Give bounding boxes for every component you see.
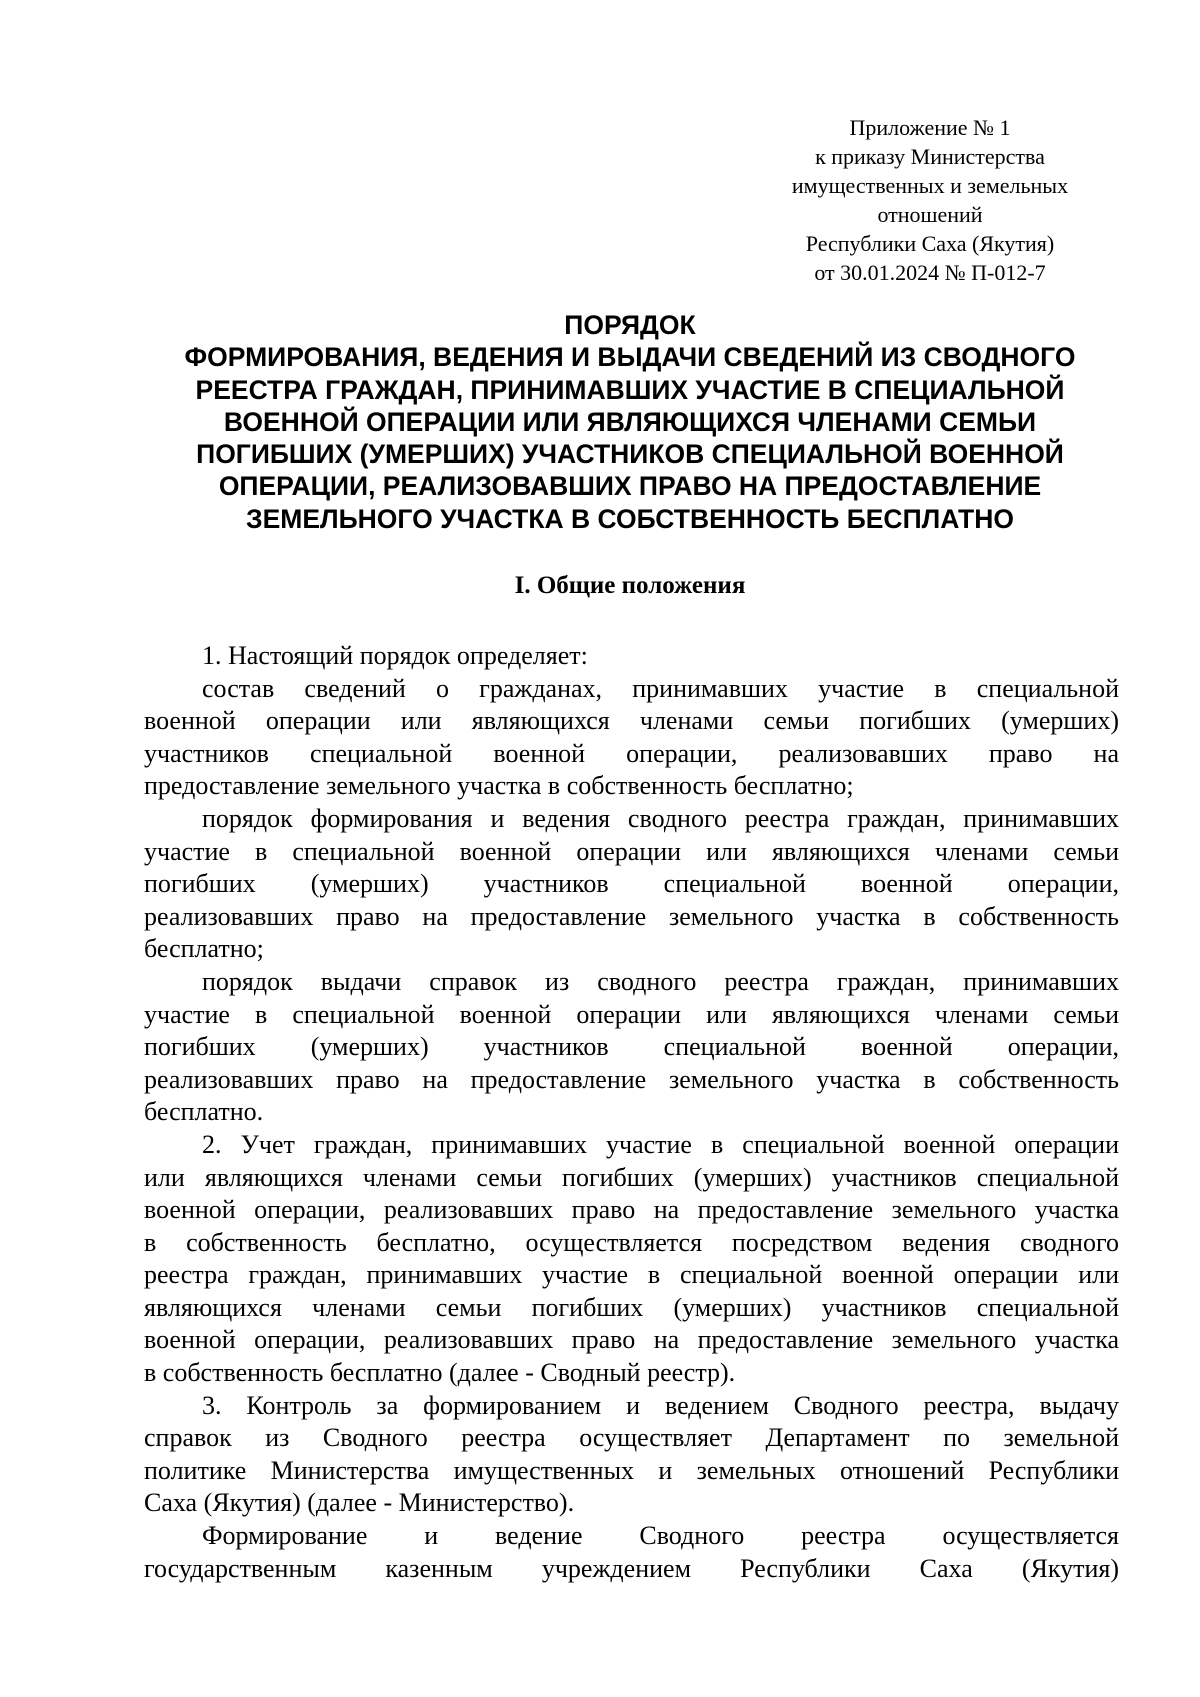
body-line: являющихся членами семьи погибших (умерших) участников специальной <box>144 1292 1119 1322</box>
body-line: погибших (умерших) участников специальной военной операции, <box>144 869 1119 899</box>
body-line: военной операции, реализовавших право на предоставление земельного участка <box>144 1195 1119 1225</box>
body-line: бесплатно; <box>144 934 264 964</box>
body-line: реализовавших право на предоставление земельного участка в собственность <box>144 1064 1119 1094</box>
body-line: военной операции или являющихся членами семьи погибших (умерших) <box>144 706 1119 736</box>
document-title <box>140 309 1120 535</box>
appendix-line: Приложение № 1 <box>849 115 1011 140</box>
body-line: порядок выдачи справок из сводного реестра граждан, принимавших <box>202 966 1119 996</box>
body-line: Саха (Якутия) (далее - Министерство). <box>144 1488 575 1518</box>
body-line: в собственность бесплатно, осуществляется посредством ведения сводного <box>144 1227 1119 1257</box>
body-text <box>144 640 1119 1585</box>
title-line: ЗЕМЕЛЬНОГО УЧАСТКА В СОБСТВЕННОСТЬ БЕСПЛАТНО <box>246 503 1014 534</box>
title-line: ВОЕННОЙ ОПЕРАЦИИ ИЛИ ЯВЛЯЮЩИХСЯ ЧЛЕНАМИ СЕМЬИ <box>223 406 1037 437</box>
body-line: Формирование и ведение Сводного реестра осуществляется <box>202 1521 1119 1551</box>
title-line: ПОРЯДОК <box>564 310 696 340</box>
body-line: 2. Учет граждан, принимавших участие в специальной военной операции <box>202 1129 1119 1159</box>
body-line: справок из Сводного реестра осуществляет Департамент по земельной <box>144 1423 1119 1453</box>
section-heading: I. Общие положения <box>514 572 746 599</box>
body-line: предоставление земельного участка в собственность бесплатно; <box>144 771 854 801</box>
body-line: военной операции, реализовавших право на предоставление земельного участка <box>144 1325 1119 1355</box>
title-line: ОПЕРАЦИИ, РЕАЛИЗОВАВШИХ ПРАВО НА ПРЕДОСТАВЛЕНИЕ <box>218 471 1042 502</box>
appendix-line: Республики Саха (Якутия) <box>805 231 1055 256</box>
body-line: участие в специальной военной операции или являющихся членами семьи <box>144 836 1119 866</box>
body-line: погибших (умерших) участников специальной военной операции, <box>144 1032 1119 1062</box>
appendix-line: имущественных и земельных <box>791 173 1069 198</box>
body-line: реализовавших право на предоставление земельного участка в собственность <box>144 901 1119 931</box>
body-line: государственным казенным учреждением Республики Саха (Якутия) <box>144 1553 1119 1583</box>
title-line: РЕЕСТРА ГРАЖДАН, ПРИНИМАВШИХ УЧАСТИЕ В СПЕЦИАЛЬНОЙ <box>195 374 1065 405</box>
body-line: 3. Контроль за формированием и ведением Сводного реестра, выдачу <box>202 1390 1119 1420</box>
appendix-line: отношений <box>877 202 983 227</box>
body-line: реестра граждан, принимавших участие в специальной военной операции или <box>144 1260 1119 1290</box>
body-line: состав сведений о гражданах, принимавших участие в специальной <box>202 673 1119 703</box>
body-line: участников специальной военной операции, реализовавших право на <box>144 738 1119 768</box>
body-line: порядок формирования и ведения сводного реестра граждан, принимавших <box>202 803 1119 833</box>
body-line: или являющихся членами семьи погибших (умерших) участников специальной <box>144 1162 1119 1192</box>
body-line: политике Министерства имущественных и земельных отношений Республики <box>144 1455 1119 1485</box>
body-line: бесплатно. <box>144 1097 264 1127</box>
title-line: ПОГИБШИХ (УМЕРШИХ) УЧАСТНИКОВ СПЕЦИАЛЬНОЙ ВОЕННОЙ <box>196 439 1064 470</box>
appendix-line: к приказу Министерства <box>815 144 1045 169</box>
body-line: участие в специальной военной операции или являющихся членами семьи <box>144 999 1119 1029</box>
title-line: ФОРМИРОВАНИЯ, ВЕДЕНИЯ И ВЫДАЧИ СВЕДЕНИЙ ИЗ СВОДНОГО <box>184 342 1076 373</box>
body-line: 1. Настоящий порядок определяет: <box>202 641 588 670</box>
body-line: в собственность бесплатно (далее - Сводный реестр). <box>144 1358 736 1388</box>
appendix-line: от 30.01.2024 № П-012-7 <box>814 260 1046 285</box>
appendix-block <box>760 113 1100 287</box>
